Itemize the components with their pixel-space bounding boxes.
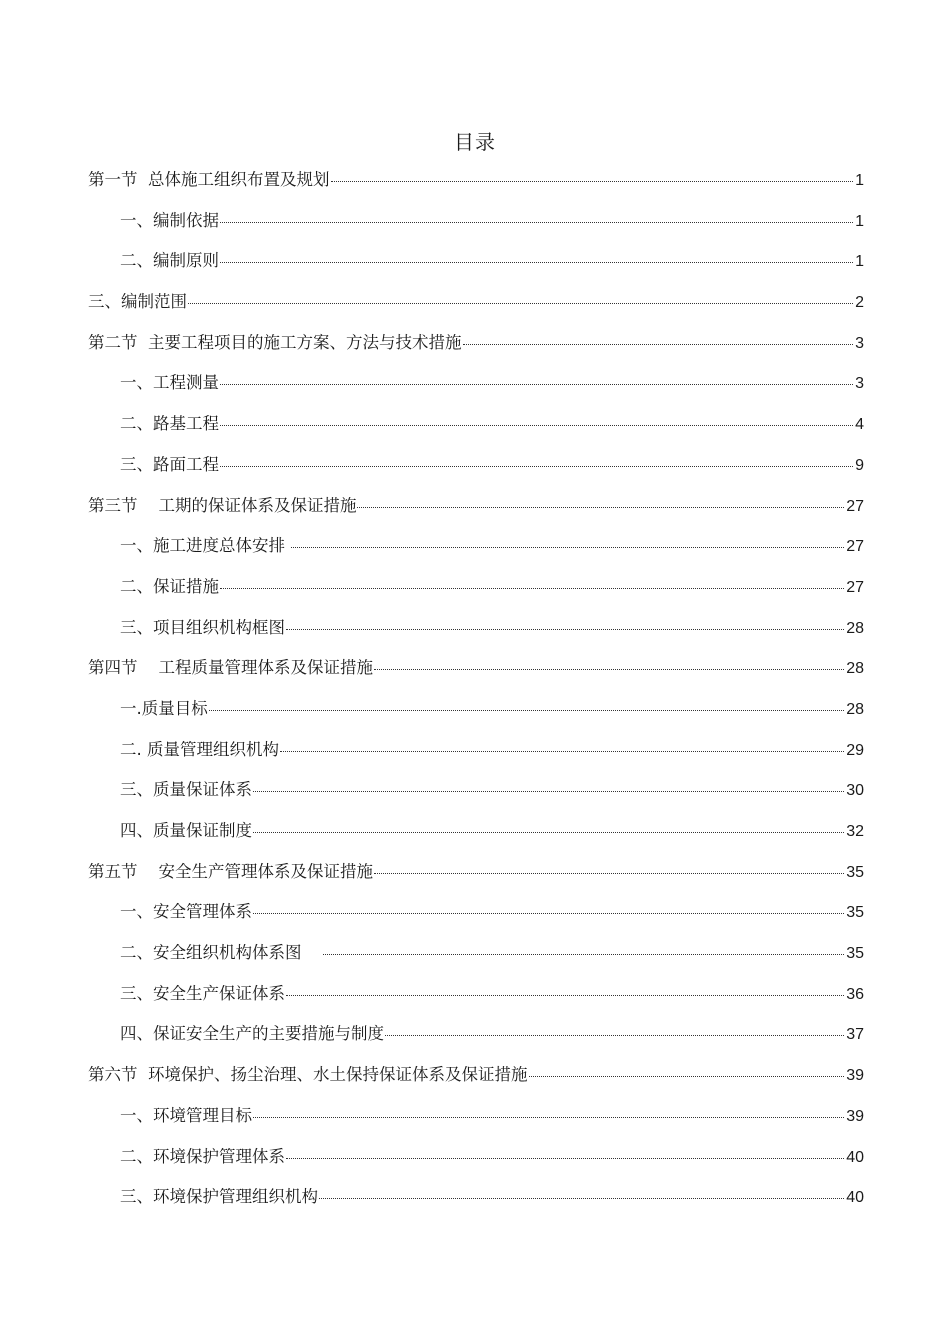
toc-entry[interactable] [88, 289, 864, 330]
toc-entry-text: 二、保证措施 [120, 576, 219, 596]
toc-page-number: 1 [855, 212, 864, 230]
toc-page-number: 4 [855, 416, 864, 434]
toc-entry[interactable] [88, 493, 864, 534]
toc-entry-text: 二. 质量管理组织机构 [120, 739, 279, 759]
toc-entry-text: 第四节 工程质量管理体系及保证措施 [88, 658, 373, 678]
toc-entry-text: 三、路面工程 [120, 454, 219, 474]
toc-entry[interactable] [88, 370, 864, 411]
toc-entry[interactable] [88, 574, 864, 615]
toc-entry[interactable] [88, 1144, 864, 1185]
toc-page-number: 27 [846, 497, 864, 515]
dot-leader [253, 913, 844, 914]
toc-entry[interactable] [88, 737, 864, 778]
dot-leader [220, 425, 853, 426]
table-of-contents [88, 167, 864, 1225]
toc-entry-text: 四、保证安全生产的主要措施与制度 [120, 1024, 384, 1044]
toc-page-number: 28 [846, 619, 864, 637]
toc-page-number: 2 [855, 294, 864, 312]
toc-entry-text: 三、质量保证体系 [120, 780, 252, 800]
dot-leader [220, 262, 853, 263]
dot-leader [220, 466, 853, 467]
toc-entry[interactable] [88, 1184, 864, 1225]
toc-page-number: 40 [846, 1148, 864, 1166]
toc-entry[interactable] [88, 1062, 864, 1103]
toc-entry-text: 第二节 主要工程项目的施工方案、方法与技术措施 [88, 332, 462, 352]
dot-leader [463, 344, 854, 345]
toc-entry-text: 三、编制范围 [88, 292, 187, 312]
toc-entry-text: 一、安全管理体系 [120, 902, 252, 922]
toc-entry-text: 二、安全组织机构体系图 [120, 943, 323, 963]
toc-entry[interactable] [88, 615, 864, 656]
toc-page-number: 35 [846, 945, 864, 963]
dot-leader [374, 873, 844, 874]
toc-entry[interactable] [88, 411, 864, 452]
toc-entry[interactable] [88, 533, 864, 574]
toc-page-number: 32 [846, 823, 864, 840]
toc-page-number: 35 [846, 904, 864, 922]
toc-page-number: 39 [846, 1067, 864, 1085]
toc-entry-text: 二、环境保护管理体系 [120, 1146, 285, 1166]
toc-entry[interactable] [88, 696, 864, 737]
dot-leader [253, 791, 844, 792]
toc-entry[interactable] [88, 981, 864, 1022]
dot-leader [253, 1117, 844, 1118]
dot-leader [529, 1076, 845, 1077]
toc-entry-text: 第三节 工期的保证体系及保证措施 [88, 495, 357, 515]
toc-page-number: 3 [855, 334, 864, 352]
dot-leader [253, 832, 844, 833]
toc-page-number: 27 [846, 578, 864, 596]
toc-page-number: 28 [846, 660, 864, 678]
toc-entry[interactable] [88, 1103, 864, 1144]
toc-entry-text: 三、环境保护管理组织机构 [120, 1187, 318, 1207]
toc-page-number: 37 [846, 1026, 864, 1044]
toc-entry-text: 四、质量保证制度 [120, 821, 252, 840]
toc-entry[interactable] [88, 208, 864, 249]
toc-entry[interactable] [88, 859, 864, 900]
toc-entry[interactable] [88, 452, 864, 493]
toc-page-number: 27 [846, 538, 864, 556]
toc-page-number: 36 [846, 985, 864, 1003]
toc-entry[interactable] [88, 818, 864, 859]
dot-leader [286, 629, 844, 630]
dot-leader [291, 547, 844, 548]
dot-leader [220, 222, 853, 223]
dot-leader [188, 303, 853, 304]
toc-entry-text: 二、路基工程 [120, 414, 219, 434]
toc-entry-text: 一、施工进度总体安排 [120, 536, 291, 556]
toc-entry-text: 三、项目组织机构框图 [120, 617, 285, 637]
toc-entry-text: 第六节 环境保护、扬尘治理、水土保持保证体系及保证措施 [88, 1065, 528, 1085]
dot-leader [280, 751, 844, 752]
toc-entry-text: 第一节 总体施工组织布置及规划 [88, 170, 330, 189]
dot-leader [220, 588, 844, 589]
toc-entry-text: 一、环境管理目标 [120, 1105, 252, 1125]
toc-title: 目录 [454, 130, 496, 154]
toc-page-number: 28 [846, 700, 864, 718]
toc-page-number: 35 [846, 863, 864, 881]
toc-entry[interactable] [88, 899, 864, 940]
toc-entry-text: 一、编制依据 [120, 210, 219, 230]
toc-entry-text: 三、安全生产保证体系 [120, 983, 285, 1003]
dot-leader [286, 995, 844, 996]
dot-leader [331, 181, 854, 182]
dot-leader [209, 710, 844, 711]
toc-entry[interactable] [88, 655, 864, 696]
toc-entry[interactable] [88, 940, 864, 981]
toc-page-number: 3 [855, 375, 864, 393]
toc-page-number: 1 [855, 253, 864, 271]
toc-entry-text: 一.质量目标 [120, 698, 208, 718]
toc-page-number: 39 [846, 1107, 864, 1125]
dot-leader [319, 1198, 844, 1199]
dot-leader [286, 1158, 844, 1159]
toc-page-number: 29 [846, 741, 864, 759]
dot-leader [374, 669, 844, 670]
toc-entry[interactable] [88, 777, 864, 818]
toc-page-number: 9 [855, 456, 864, 474]
toc-page-number: 1 [855, 172, 864, 189]
dot-leader [220, 384, 853, 385]
toc-entry-text: 二、编制原则 [120, 251, 219, 271]
toc-page-number: 30 [846, 782, 864, 800]
dot-leader [385, 1035, 844, 1036]
toc-entry[interactable] [88, 167, 864, 208]
toc-page-number: 40 [846, 1189, 864, 1207]
toc-entry[interactable] [88, 248, 864, 289]
dot-leader [357, 507, 844, 508]
toc-entry-text: 第五节 安全生产管理体系及保证措施 [88, 861, 373, 881]
dot-leader [323, 954, 844, 955]
toc-entry-text: 一、工程测量 [120, 373, 219, 393]
toc-entry[interactable] [88, 330, 864, 371]
toc-entry[interactable] [88, 1021, 864, 1062]
